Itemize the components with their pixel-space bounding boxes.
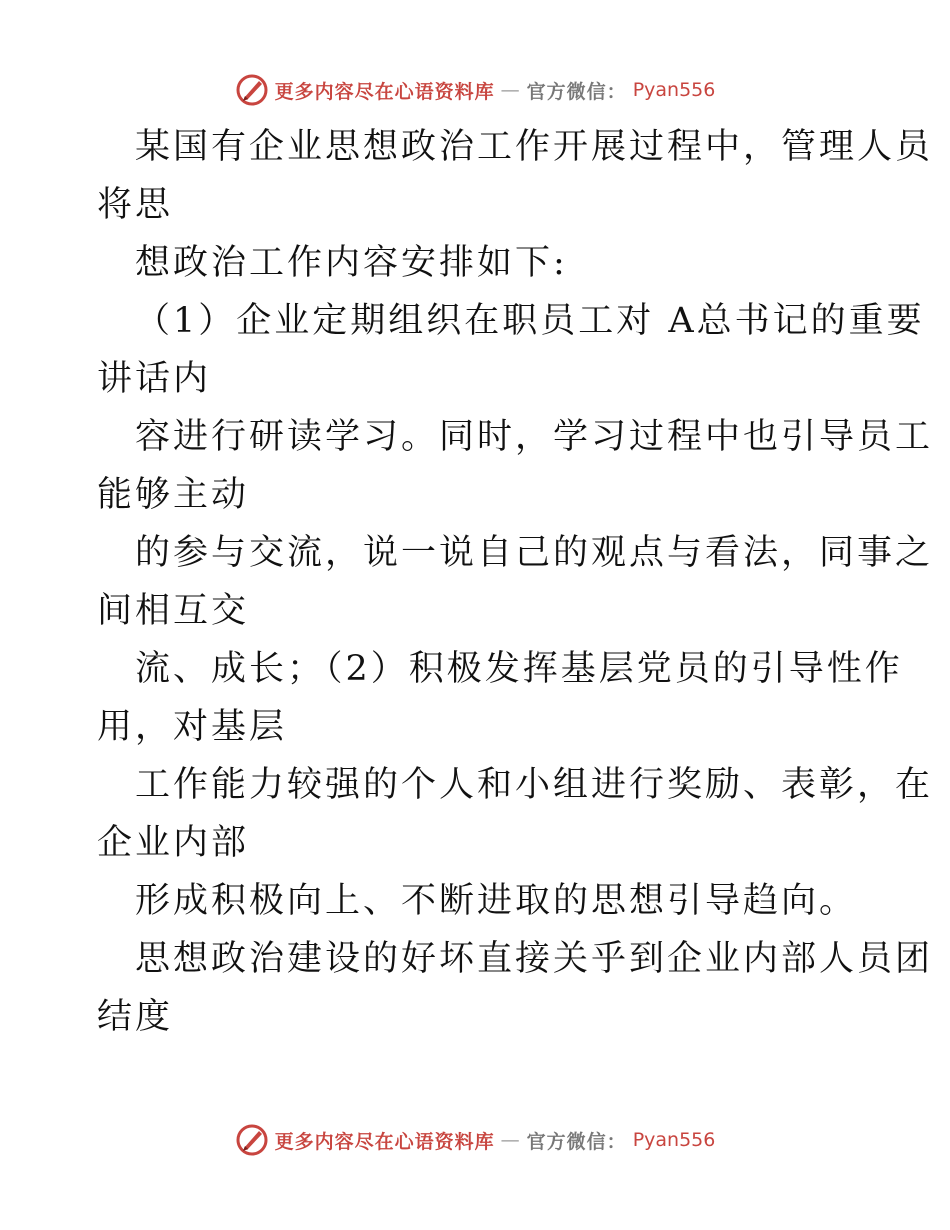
text-line: 讲话内: [97, 359, 212, 399]
header-watermark: [0, 70, 950, 110]
text-line: 企业内部: [97, 823, 250, 863]
watermark-dash: —: [500, 79, 521, 101]
watermark-wechat-id: Pyan556: [632, 1129, 716, 1151]
text-line: 形成积极向上、不断进取的思想引导趋向。: [135, 881, 858, 921]
text-line: 的参与交流，说一说自己的观点与看法，同事之: [135, 533, 934, 573]
text-line: 想政治工作内容安排如下:: [135, 243, 568, 283]
quill-pen-circle-icon: [235, 1123, 269, 1157]
text-line: 工作能力较强的个人和小组进行奖励、表彰，在: [135, 765, 934, 805]
text-line: 能够主动: [97, 475, 250, 515]
text-line: 结度: [97, 997, 174, 1037]
watermark-wechat-id: Pyan556: [632, 79, 716, 101]
watermark-main-text: 更多内容尽在心语资料库: [274, 80, 495, 103]
text-line: 间相互交: [97, 591, 250, 631]
watermark-main-text: 更多内容尽在心语资料库: [274, 1130, 495, 1153]
watermark-official-label: 官方微信：: [526, 80, 627, 103]
text-line: 思想政治建设的好坏直接关乎到企业内部人员团: [135, 939, 934, 979]
quill-pen-circle-icon: [235, 73, 269, 107]
watermark-official-label: 官方微信：: [526, 1130, 627, 1153]
watermark-dash: —: [500, 1129, 521, 1151]
footer-watermark: [0, 1120, 950, 1160]
text-line: 流、成长；（2）积极发挥基层党员的引导性作: [135, 649, 903, 689]
text-line: 某国有企业思想政治工作开展过程中，管理人员: [135, 127, 934, 167]
text-line: （1）企业定期组织在职员工对 A总书记的重要: [135, 301, 925, 341]
document-body: [97, 118, 934, 1046]
text-line: 容进行研读学习。同时，学习过程中也引导员工: [135, 417, 934, 457]
text-line: 将思: [97, 185, 174, 225]
text-line: 用，对基层: [97, 707, 288, 747]
